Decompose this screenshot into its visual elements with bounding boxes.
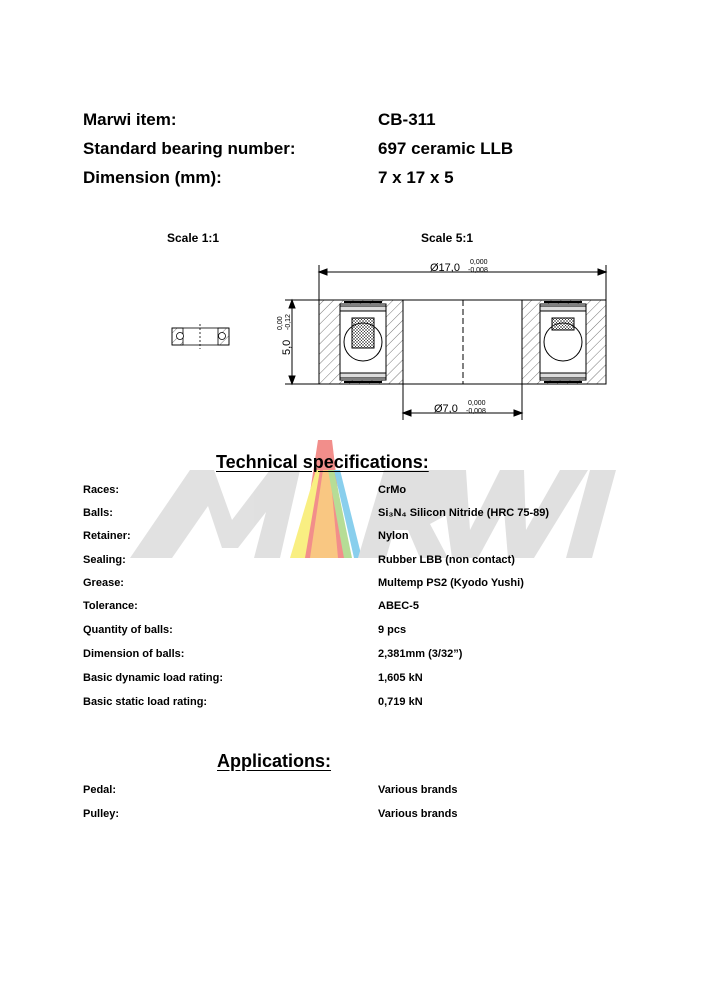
dimension-label: Dimension (mm): bbox=[83, 168, 222, 187]
dimension-value: 7 x 17 x 5 bbox=[378, 168, 454, 187]
outer-tolerance-lower: -0,008 bbox=[468, 267, 488, 274]
spec-value: 1,605 kN bbox=[378, 672, 423, 684]
spec-value: Si₃N₄ Silicon Nitride (HRC 75-89) bbox=[378, 507, 550, 519]
spec-label: Dimension of balls: bbox=[83, 648, 185, 660]
spec-value: Nylon bbox=[378, 530, 409, 542]
scale-large-label: Scale 5:1 bbox=[421, 231, 474, 245]
spec-label: Balls: bbox=[83, 507, 113, 519]
inner-diameter-text: Ø7,0 bbox=[434, 403, 458, 415]
spec-label: Retainer: bbox=[83, 530, 131, 542]
outer-diameter-text: Ø17,0 bbox=[430, 262, 460, 274]
spec-label: Quantity of balls: bbox=[83, 624, 173, 636]
spec-row bbox=[0, 530, 707, 550]
spec-value: 9 pcs bbox=[378, 624, 407, 636]
bearing-scale-1-1 bbox=[172, 324, 229, 349]
application-row bbox=[0, 784, 707, 804]
spec-label: Sealing: bbox=[83, 554, 126, 566]
spec-label: Races: bbox=[83, 484, 120, 496]
width-tolerance-upper: 0,00 bbox=[277, 316, 284, 330]
standard-bearing-value: 697 ceramic LLB bbox=[378, 139, 514, 158]
spec-value: 2,381mm (3/32”) bbox=[378, 648, 463, 660]
spec-row bbox=[0, 648, 707, 668]
spec-row bbox=[0, 696, 707, 716]
spec-row bbox=[0, 554, 707, 574]
application-value: Various brands bbox=[378, 784, 458, 796]
technical-specifications-title: Technical specifications: bbox=[216, 452, 429, 472]
spec-value: CrMo bbox=[378, 484, 407, 496]
width-dimension-text: 5,0 bbox=[281, 339, 293, 355]
application-label: Pedal: bbox=[83, 784, 117, 796]
spec-row bbox=[0, 672, 707, 692]
spec-row bbox=[0, 624, 707, 644]
width-tolerance-lower: -0,12 bbox=[285, 314, 292, 330]
bearing-scale-5-1 bbox=[285, 265, 606, 420]
inner-tolerance-lower: -0,008 bbox=[466, 408, 486, 415]
scale-small-label: Scale 1:1 bbox=[167, 231, 220, 245]
standard-bearing-label: Standard bearing number: bbox=[83, 139, 296, 158]
spec-value: Rubber LBB (non contact) bbox=[378, 554, 515, 566]
spec-label: Grease: bbox=[83, 577, 124, 589]
application-row bbox=[0, 808, 707, 828]
marwi-item-value: CB-311 bbox=[378, 110, 436, 129]
spec-label: Basic static load rating: bbox=[83, 696, 208, 708]
spec-row bbox=[0, 577, 707, 597]
spec-label: Tolerance: bbox=[83, 600, 138, 612]
outer-tolerance-upper: 0,000 bbox=[470, 259, 488, 266]
spec-value: ABEC-5 bbox=[378, 600, 419, 612]
spec-label: Basic dynamic load rating: bbox=[83, 672, 223, 684]
spec-value: Multemp PS2 (Kyodo Yushi) bbox=[378, 577, 524, 589]
application-label: Pulley: bbox=[83, 808, 120, 820]
application-value: Various brands bbox=[378, 808, 458, 820]
spec-value: 0,719 kN bbox=[378, 696, 423, 708]
spec-row bbox=[0, 507, 707, 527]
inner-tolerance-upper: 0,000 bbox=[468, 400, 486, 407]
applications-title: Applications: bbox=[217, 751, 332, 771]
marwi-item-label: Marwi item: bbox=[83, 110, 177, 129]
spec-row bbox=[0, 600, 707, 620]
spec-row bbox=[0, 484, 707, 504]
